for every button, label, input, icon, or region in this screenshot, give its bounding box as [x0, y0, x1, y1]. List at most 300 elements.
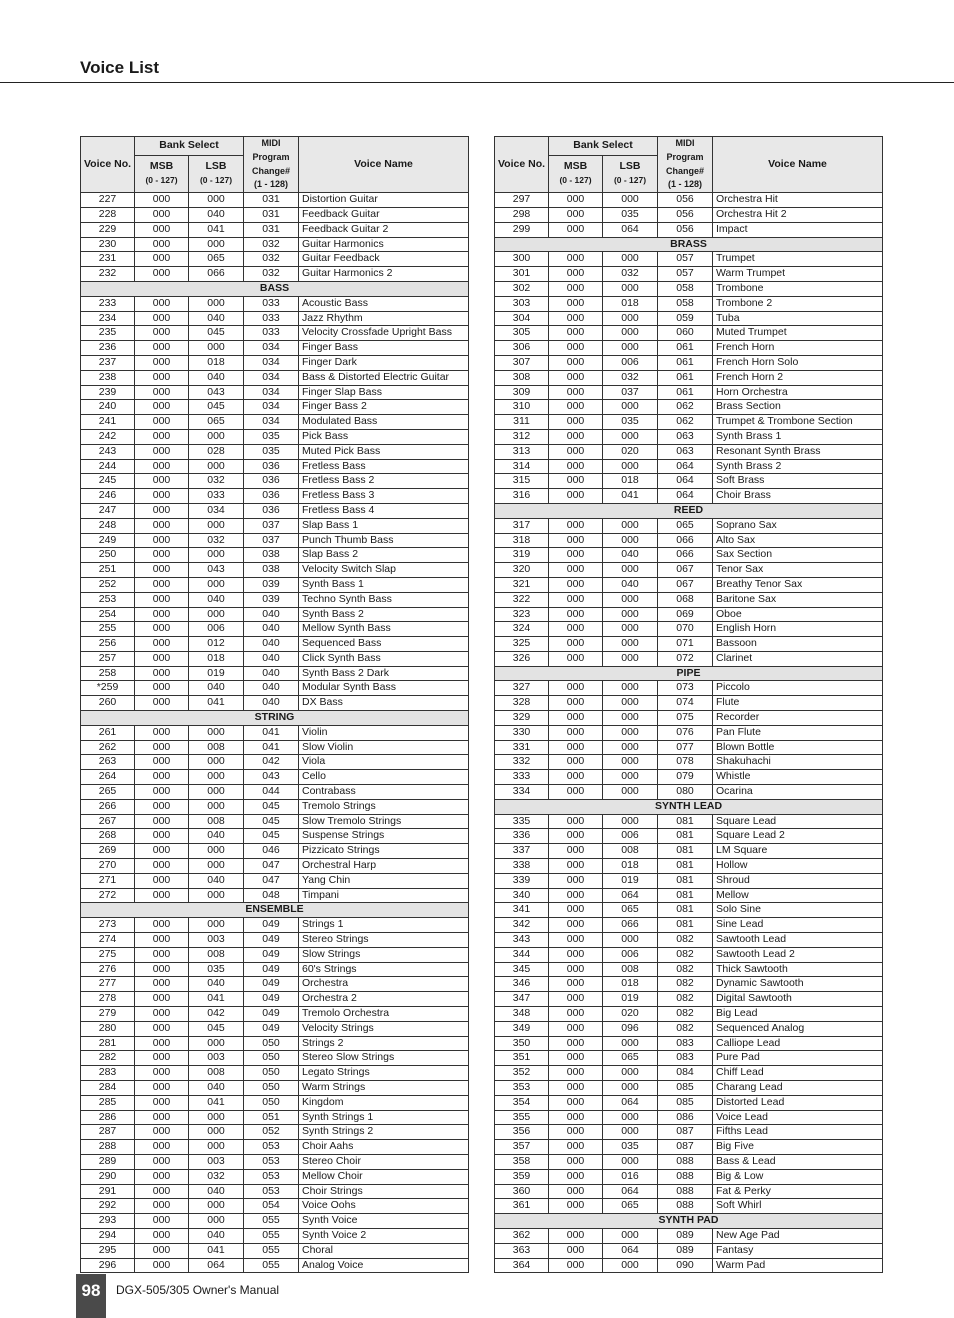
voice-no: 283	[81, 1066, 135, 1081]
voice-row	[81, 1199, 469, 1214]
voice-name: Trombone	[713, 281, 883, 296]
voice-row	[81, 607, 469, 622]
category-row	[495, 503, 883, 518]
voice-row	[81, 770, 469, 785]
lsb-value: 000	[189, 888, 244, 903]
voice-no: 269	[81, 844, 135, 859]
voice-name: Soft Whirl	[713, 1199, 883, 1214]
program-change: 049	[244, 1021, 299, 1036]
lsb-value: 040	[189, 873, 244, 888]
msb-value: 000	[549, 1199, 603, 1214]
msb-value: 000	[549, 844, 603, 859]
lsb-value: 041	[189, 1095, 244, 1110]
voice-name: Acoustic Bass	[299, 296, 469, 311]
program-change: 050	[244, 1095, 299, 1110]
msb-value: 000	[549, 962, 603, 977]
program-change: 087	[658, 1140, 713, 1155]
lsb-value: 000	[603, 607, 658, 622]
program-change: 055	[244, 1214, 299, 1229]
msb-value: 000	[549, 1243, 603, 1258]
msb-value: 000	[549, 577, 603, 592]
msb-value: 000	[549, 681, 603, 696]
lsb-value: 040	[189, 592, 244, 607]
lsb-value: 000	[189, 518, 244, 533]
lsb-value: 000	[603, 533, 658, 548]
msb-value: 000	[135, 1021, 189, 1036]
program-change: 031	[244, 222, 299, 237]
voice-row	[495, 563, 883, 578]
program-change: 056	[658, 193, 713, 208]
voice-name: Brass Section	[713, 400, 883, 415]
lsb-value: 000	[603, 341, 658, 356]
voice-no: 343	[495, 933, 549, 948]
program-change: 033	[244, 326, 299, 341]
program-change: 067	[658, 577, 713, 592]
voice-row	[81, 992, 469, 1007]
voice-row	[495, 962, 883, 977]
voice-no: 274	[81, 933, 135, 948]
lsb-value: 000	[189, 1214, 244, 1229]
category-label: STRING	[81, 711, 469, 726]
msb-value: 000	[549, 459, 603, 474]
msb-value: 000	[135, 341, 189, 356]
voice-no: 357	[495, 1140, 549, 1155]
voice-no: 341	[495, 903, 549, 918]
lsb-value: 006	[603, 947, 658, 962]
voice-no: 255	[81, 622, 135, 637]
program-change: 049	[244, 933, 299, 948]
program-change: 049	[244, 1007, 299, 1022]
lsb-value: 000	[603, 592, 658, 607]
program-change: 085	[658, 1081, 713, 1096]
voice-no: 282	[81, 1051, 135, 1066]
voice-no: 248	[81, 518, 135, 533]
voice-no: 319	[495, 548, 549, 563]
msb-value: 000	[549, 829, 603, 844]
msb-value: 000	[549, 311, 603, 326]
msb-value: 000	[549, 370, 603, 385]
voice-no: 270	[81, 859, 135, 874]
program-change: 082	[658, 962, 713, 977]
voice-name: Cello	[299, 770, 469, 785]
voice-row	[81, 1095, 469, 1110]
program-change: 061	[658, 355, 713, 370]
msb-value: 000	[135, 770, 189, 785]
lsb-value: 066	[603, 918, 658, 933]
voice-no: 306	[495, 341, 549, 356]
program-change: 089	[658, 1243, 713, 1258]
voice-name: Violin	[299, 725, 469, 740]
msb-value: 000	[549, 267, 603, 282]
voice-no: 326	[495, 651, 549, 666]
voice-no: 352	[495, 1066, 549, 1081]
lsb-value: 006	[189, 622, 244, 637]
msb-value: 000	[549, 622, 603, 637]
voice-no: 281	[81, 1036, 135, 1051]
voice-no: 277	[81, 977, 135, 992]
lsb-value: 000	[189, 799, 244, 814]
voice-row	[81, 1036, 469, 1051]
program-change: 034	[244, 385, 299, 400]
lsb-value: 096	[603, 1021, 658, 1036]
program-change: 066	[658, 548, 713, 563]
voice-no: 308	[495, 370, 549, 385]
program-change: 035	[244, 444, 299, 459]
msb-value: 000	[135, 193, 189, 208]
msb-value: 000	[135, 267, 189, 282]
program-change: 056	[658, 207, 713, 222]
program-change: 040	[244, 607, 299, 622]
lsb-value: 041	[189, 1243, 244, 1258]
msb-value: 000	[135, 1228, 189, 1243]
lsb-value: 000	[603, 563, 658, 578]
program-change: 053	[244, 1154, 299, 1169]
msb-value: 000	[135, 918, 189, 933]
voice-no: 314	[495, 459, 549, 474]
program-change: 064	[658, 459, 713, 474]
header-lsb-label: LSB	[205, 160, 227, 173]
voice-name: Baritone Sax	[713, 592, 883, 607]
voice-name: Fifths Lead	[713, 1125, 883, 1140]
voice-row	[495, 415, 883, 430]
voice-row	[81, 755, 469, 770]
voice-name: Bass & Distorted Electric Guitar	[299, 370, 469, 385]
voice-row	[81, 785, 469, 800]
program-change: 088	[658, 1184, 713, 1199]
voice-row	[495, 400, 883, 415]
program-change: 062	[658, 415, 713, 430]
header-lsb-range: (0 - 127)	[199, 175, 233, 186]
voice-row	[495, 814, 883, 829]
voice-no: 239	[81, 385, 135, 400]
msb-value: 000	[135, 370, 189, 385]
voice-row	[81, 1081, 469, 1096]
voice-no: 296	[81, 1258, 135, 1273]
voice-name: Warm Trumpet	[713, 267, 883, 282]
voice-name: Solo Sine	[713, 903, 883, 918]
msb-value: 000	[549, 489, 603, 504]
voice-name: Punch Thumb Bass	[299, 533, 469, 548]
voice-name: French Horn	[713, 341, 883, 356]
program-change: 043	[244, 770, 299, 785]
voice-row	[81, 415, 469, 430]
voice-row	[81, 548, 469, 563]
lsb-value: 040	[189, 1228, 244, 1243]
lsb-value: 003	[189, 933, 244, 948]
lsb-value: 032	[603, 267, 658, 282]
voice-no: 243	[81, 444, 135, 459]
voice-name: Soprano Sax	[713, 518, 883, 533]
voice-no: 350	[495, 1036, 549, 1051]
voice-name: Choir Strings	[299, 1184, 469, 1199]
voice-no: 324	[495, 622, 549, 637]
program-change: 039	[244, 577, 299, 592]
msb-value: 000	[135, 755, 189, 770]
header-msb	[549, 156, 603, 193]
voice-no: 279	[81, 1007, 135, 1022]
voice-name: Square Lead	[713, 814, 883, 829]
voice-no: 284	[81, 1081, 135, 1096]
program-change: 061	[658, 341, 713, 356]
voice-name: Sax Section	[713, 548, 883, 563]
voice-name: Pan Flute	[713, 725, 883, 740]
voice-no: 246	[81, 489, 135, 504]
lsb-value: 035	[603, 1140, 658, 1155]
voice-row	[495, 592, 883, 607]
voice-name: Modulated Bass	[299, 415, 469, 430]
voice-row	[495, 1184, 883, 1199]
voice-no: 315	[495, 474, 549, 489]
msb-value: 000	[135, 785, 189, 800]
msb-value: 000	[135, 799, 189, 814]
lsb-value: 045	[189, 1021, 244, 1036]
voice-no: 227	[81, 193, 135, 208]
voice-no: 278	[81, 992, 135, 1007]
lsb-value: 018	[603, 859, 658, 874]
voice-name: Muted Pick Bass	[299, 444, 469, 459]
program-change: 042	[244, 755, 299, 770]
voice-row	[495, 207, 883, 222]
voice-no: 297	[495, 193, 549, 208]
lsb-value: 000	[189, 1140, 244, 1155]
program-change: 068	[658, 592, 713, 607]
voice-name: Stereo Choir	[299, 1154, 469, 1169]
msb-value: 000	[549, 933, 603, 948]
voice-no: 257	[81, 651, 135, 666]
voice-no: 327	[495, 681, 549, 696]
voice-row	[81, 1125, 469, 1140]
voice-name: Orchestra 2	[299, 992, 469, 1007]
voice-no: 317	[495, 518, 549, 533]
voice-row	[495, 1051, 883, 1066]
voice-row	[495, 1081, 883, 1096]
voice-name: Digital Sawtooth	[713, 992, 883, 1007]
msb-value: 000	[135, 1214, 189, 1229]
msb-value: 000	[549, 400, 603, 415]
msb-value: 000	[135, 311, 189, 326]
voice-no: 353	[495, 1081, 549, 1096]
voice-name: Orchestra Hit	[713, 193, 883, 208]
msb-value: 000	[549, 607, 603, 622]
voice-row	[81, 962, 469, 977]
voice-no: 236	[81, 341, 135, 356]
msb-value: 000	[135, 518, 189, 533]
voice-name: Synth Strings 2	[299, 1125, 469, 1140]
voice-row	[495, 444, 883, 459]
program-change: 038	[244, 548, 299, 563]
voice-row	[81, 341, 469, 356]
voice-row	[495, 548, 883, 563]
voice-name: Viola	[299, 755, 469, 770]
voice-no: 358	[495, 1154, 549, 1169]
voice-row	[81, 637, 469, 652]
voice-row	[495, 947, 883, 962]
lsb-value: 020	[603, 444, 658, 459]
voice-no: 263	[81, 755, 135, 770]
msb-value: 000	[135, 607, 189, 622]
voice-no: 363	[495, 1243, 549, 1258]
voice-row	[495, 1125, 883, 1140]
msb-value: 000	[549, 474, 603, 489]
voice-name: Finger Dark	[299, 355, 469, 370]
voice-row	[495, 711, 883, 726]
voice-no: 304	[495, 311, 549, 326]
voice-name: Alto Sax	[713, 533, 883, 548]
voice-no: 268	[81, 829, 135, 844]
msb-value: 000	[549, 563, 603, 578]
program-change: 052	[244, 1125, 299, 1140]
msb-value: 000	[135, 1243, 189, 1258]
voice-name: Timpani	[299, 888, 469, 903]
lsb-value: 045	[189, 400, 244, 415]
lsb-value: 000	[189, 1110, 244, 1125]
lsb-value: 000	[603, 281, 658, 296]
voice-no: 348	[495, 1007, 549, 1022]
category-label: REED	[495, 503, 883, 518]
voice-row	[81, 563, 469, 578]
category-label: PIPE	[495, 666, 883, 681]
msb-value: 000	[135, 1081, 189, 1096]
msb-value: 000	[549, 903, 603, 918]
msb-value: 000	[135, 681, 189, 696]
voice-name: Sequenced Bass	[299, 637, 469, 652]
voice-name: Synth Voice 2	[299, 1228, 469, 1243]
voice-no: 329	[495, 711, 549, 726]
lsb-value: 040	[189, 1081, 244, 1096]
voice-no: 228	[81, 207, 135, 222]
voice-name: Modular Synth Bass	[299, 681, 469, 696]
program-change: 078	[658, 755, 713, 770]
voice-row	[495, 740, 883, 755]
voice-row	[81, 474, 469, 489]
program-change: 072	[658, 651, 713, 666]
msb-value: 000	[549, 992, 603, 1007]
voice-name: Resonant Synth Brass	[713, 444, 883, 459]
program-change: 031	[244, 207, 299, 222]
voice-no: 291	[81, 1184, 135, 1199]
program-change: 081	[658, 844, 713, 859]
msb-value: 000	[135, 1125, 189, 1140]
lsb-value: 000	[189, 459, 244, 474]
voice-row	[81, 1007, 469, 1022]
voice-name: Guitar Harmonics	[299, 237, 469, 252]
lsb-value: 000	[603, 400, 658, 415]
msb-value: 000	[135, 355, 189, 370]
voice-row	[495, 918, 883, 933]
voice-no: 330	[495, 725, 549, 740]
voice-no: 280	[81, 1021, 135, 1036]
voice-row	[81, 888, 469, 903]
msb-value: 000	[135, 533, 189, 548]
voice-row	[81, 459, 469, 474]
header-msb-range: (0 - 127)	[145, 175, 178, 186]
header-voice-name: Voice Name	[299, 137, 469, 193]
program-change: 054	[244, 1199, 299, 1214]
lsb-value: 000	[603, 725, 658, 740]
voice-no: 250	[81, 548, 135, 563]
program-change: 037	[244, 518, 299, 533]
lsb-value: 000	[189, 770, 244, 785]
program-change: 060	[658, 326, 713, 341]
msb-value: 000	[549, 1036, 603, 1051]
lsb-value: 019	[603, 873, 658, 888]
voice-no: 320	[495, 563, 549, 578]
voice-row	[495, 518, 883, 533]
lsb-value: 000	[189, 1199, 244, 1214]
program-change: 050	[244, 1051, 299, 1066]
program-change: 074	[658, 696, 713, 711]
page-number: 98	[76, 1274, 106, 1318]
lsb-value: 008	[603, 844, 658, 859]
msb-value: 000	[135, 237, 189, 252]
voice-row	[495, 577, 883, 592]
program-change: 031	[244, 193, 299, 208]
voice-name: Charang Lead	[713, 1081, 883, 1096]
voice-name: Strings 2	[299, 1036, 469, 1051]
voice-row	[495, 355, 883, 370]
category-row	[495, 237, 883, 252]
program-change: 034	[244, 355, 299, 370]
voice-no: 318	[495, 533, 549, 548]
program-change: 048	[244, 888, 299, 903]
program-change: 089	[658, 1228, 713, 1243]
voice-name: Distortion Guitar	[299, 193, 469, 208]
program-change: 034	[244, 400, 299, 415]
msb-value: 000	[135, 1199, 189, 1214]
voice-name: Yang Chin	[299, 873, 469, 888]
lsb-value: 040	[189, 977, 244, 992]
voice-name: Big Lead	[713, 1007, 883, 1022]
voice-row	[495, 755, 883, 770]
msb-value: 000	[549, 592, 603, 607]
voice-row	[81, 533, 469, 548]
program-change: 088	[658, 1199, 713, 1214]
voice-row	[81, 237, 469, 252]
voice-no: 301	[495, 267, 549, 282]
voice-row	[495, 459, 883, 474]
program-change: 033	[244, 296, 299, 311]
category-row	[495, 1214, 883, 1229]
voice-no: 251	[81, 563, 135, 578]
voice-name: 60's Strings	[299, 962, 469, 977]
msb-value: 000	[135, 592, 189, 607]
voice-no: 298	[495, 207, 549, 222]
title-rule	[0, 82, 954, 83]
voice-row	[81, 1110, 469, 1125]
lsb-value: 006	[603, 829, 658, 844]
msb-value: 000	[135, 415, 189, 430]
category-label: ENSEMBLE	[81, 903, 469, 918]
voice-name: Tremolo Strings	[299, 799, 469, 814]
lsb-value: 000	[189, 918, 244, 933]
voice-row	[81, 844, 469, 859]
voice-name: Piccolo	[713, 681, 883, 696]
lsb-value: 041	[189, 992, 244, 1007]
voice-no: 252	[81, 577, 135, 592]
program-change: 075	[658, 711, 713, 726]
voice-row	[495, 474, 883, 489]
voice-no: 261	[81, 725, 135, 740]
program-change: 082	[658, 1021, 713, 1036]
voice-name: French Horn Solo	[713, 355, 883, 370]
program-change: 055	[244, 1258, 299, 1273]
voice-row	[81, 311, 469, 326]
voice-table-left	[80, 136, 469, 1273]
program-change: 064	[658, 489, 713, 504]
lsb-value: 000	[603, 1110, 658, 1125]
lsb-value: 018	[189, 355, 244, 370]
voice-row	[81, 207, 469, 222]
